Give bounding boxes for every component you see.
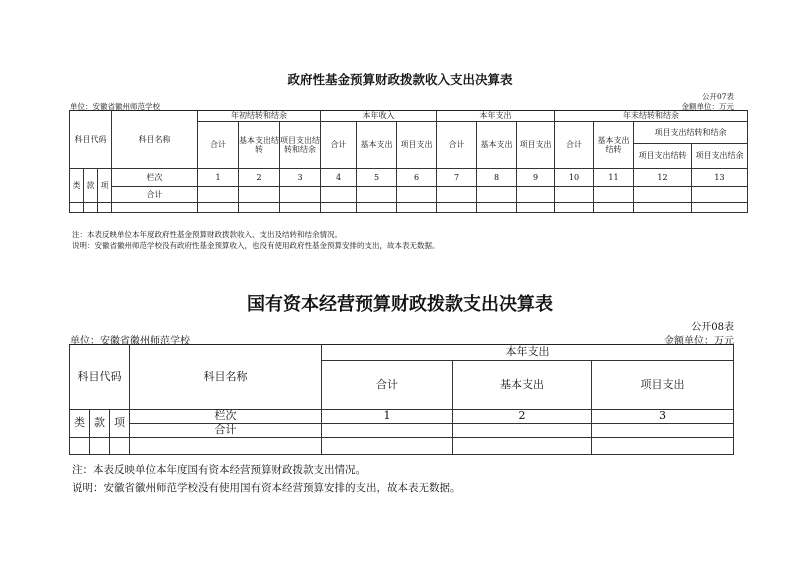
table-cell xyxy=(322,424,453,438)
table-cell xyxy=(280,203,321,213)
kind-kuan: 款 xyxy=(90,410,110,438)
table08-note: 注：本表反映单位本年度国有资本经营预算财政拨款支出情况。 xyxy=(72,464,366,476)
table-cell xyxy=(453,424,592,438)
col-number: 10 xyxy=(555,169,594,187)
col-total-header: 合计 xyxy=(437,122,477,169)
subject-name-header: 科目名称 xyxy=(130,345,322,410)
col-project-carry-full-header: 项目支出结转和结余 xyxy=(634,122,748,144)
col-basic-header: 基本支出 xyxy=(477,122,517,169)
table-cell xyxy=(112,203,198,213)
col-number: 11 xyxy=(594,169,634,187)
table-cell xyxy=(477,187,517,203)
table-cell xyxy=(453,438,592,455)
row-total-label: 合计 xyxy=(130,424,322,438)
table-cell xyxy=(592,438,734,455)
table-cell xyxy=(322,438,453,455)
col-number: 2 xyxy=(239,169,280,187)
col-number: 6 xyxy=(397,169,437,187)
table-cell xyxy=(130,438,322,455)
table-cell xyxy=(70,438,90,455)
col-number: 1 xyxy=(322,410,453,424)
col-project-carry-header: 项目支出结转 xyxy=(634,144,692,169)
col-project-surplus-header: 项目支出结余 xyxy=(692,144,748,169)
table07-amount-unit: 金额单位：万元 xyxy=(681,102,734,111)
col-number: 5 xyxy=(357,169,397,187)
col-number: 2 xyxy=(453,410,592,424)
table-cell xyxy=(634,187,692,203)
group-end-header: 年末结转和结余 xyxy=(555,111,748,122)
table08-unit: 单位：安徽省徽州师范学校 xyxy=(70,336,190,347)
col-total-header: 合计 xyxy=(198,122,239,169)
col-number: 4 xyxy=(321,169,357,187)
col-basic-header: 基本支出 xyxy=(357,122,397,169)
subject-name-header: 科目名称 xyxy=(112,111,198,169)
subject-code-header: 科目代码 xyxy=(70,345,130,410)
table07-title: 政府性基金预算财政拨款收入支出决算表 xyxy=(287,72,513,87)
kind-lei: 类 xyxy=(70,410,90,438)
table-cell xyxy=(357,203,397,213)
subject-code-header: 科目代码 xyxy=(70,111,112,169)
table-cell xyxy=(357,187,397,203)
col-basic-carry-header: 基本支出结转 xyxy=(594,122,634,169)
table07-unit: 单位：安徽省徽州师范学校 xyxy=(70,102,160,111)
row-lanci-label: 栏次 xyxy=(130,410,322,424)
col-project-header: 项目支出 xyxy=(517,122,555,169)
table-cell xyxy=(397,187,437,203)
table-cell xyxy=(517,187,555,203)
row-lanci-label: 栏次 xyxy=(112,169,198,187)
table08 xyxy=(69,344,734,455)
col-number: 9 xyxy=(517,169,555,187)
col-project-header: 项目支出 xyxy=(592,361,734,410)
group-income-header: 本年收入 xyxy=(321,111,437,122)
col-total-header: 合计 xyxy=(555,122,594,169)
kind-xiang: 项 xyxy=(110,410,130,438)
table-cell xyxy=(594,203,634,213)
table-cell xyxy=(555,203,594,213)
table-cell xyxy=(239,203,280,213)
table-cell xyxy=(110,438,130,455)
table-cell xyxy=(84,203,98,213)
table-cell xyxy=(280,187,321,203)
table-cell xyxy=(70,203,84,213)
kind-xiang: 项 xyxy=(98,169,112,203)
table08-code: 公开08表 xyxy=(691,322,734,333)
table-cell xyxy=(634,203,692,213)
table-cell xyxy=(198,187,239,203)
col-project-header: 项目支出 xyxy=(397,122,437,169)
col-basic-carry-header: 基本支出结转 xyxy=(239,122,280,169)
table-cell xyxy=(594,187,634,203)
kind-lei: 类 xyxy=(70,169,84,203)
col-total-header: 合计 xyxy=(321,122,357,169)
table-cell xyxy=(437,187,477,203)
table08-title: 国有资本经营预算财政拨款支出决算表 xyxy=(247,294,553,315)
table08-explain: 说明：安徽省徽州师范学校没有使用国有资本经营预算安排的支出，故本表无数据。 xyxy=(72,482,461,494)
col-number: 3 xyxy=(280,169,321,187)
table-cell xyxy=(198,203,239,213)
kind-kuan: 款 xyxy=(84,169,98,203)
table07 xyxy=(69,110,748,213)
table-cell xyxy=(321,187,357,203)
table-cell xyxy=(98,203,112,213)
table07-code: 公开07表 xyxy=(701,92,734,101)
row-total-label: 合计 xyxy=(112,187,198,203)
table-cell xyxy=(90,438,110,455)
table-cell xyxy=(397,203,437,213)
col-number: 3 xyxy=(592,410,734,424)
col-number: 12 xyxy=(634,169,692,187)
table-cell xyxy=(692,187,748,203)
table-cell xyxy=(692,203,748,213)
col-number: 1 xyxy=(198,169,239,187)
table-cell xyxy=(555,187,594,203)
col-project-carry-full-header: 项目支出结转和结余 xyxy=(280,122,321,169)
col-number: 13 xyxy=(692,169,748,187)
table-cell xyxy=(239,187,280,203)
table07-explain: 说明：安徽省徽州师范学校没有政府性基金预算收入，也没有使用政府性基金预算安排的支出，故本表无数据。 xyxy=(72,241,440,250)
table-cell xyxy=(321,203,357,213)
group-expense-header: 本年支出 xyxy=(322,345,734,361)
table-cell xyxy=(477,203,517,213)
group-begin-header: 年初结转和结余 xyxy=(198,111,321,122)
table-cell xyxy=(592,424,734,438)
table07-note: 注：本表反映单位本年度政府性基金预算财政拨款收入、支出及结转和结余情况。 xyxy=(72,230,342,239)
table-cell xyxy=(517,203,555,213)
table08-amount-unit: 金额单位：万元 xyxy=(664,336,734,347)
col-number: 8 xyxy=(477,169,517,187)
table-cell xyxy=(437,203,477,213)
col-total-header: 合计 xyxy=(322,361,453,410)
col-basic-header: 基本支出 xyxy=(453,361,592,410)
col-number: 7 xyxy=(437,169,477,187)
group-expense-header: 本年支出 xyxy=(437,111,555,122)
